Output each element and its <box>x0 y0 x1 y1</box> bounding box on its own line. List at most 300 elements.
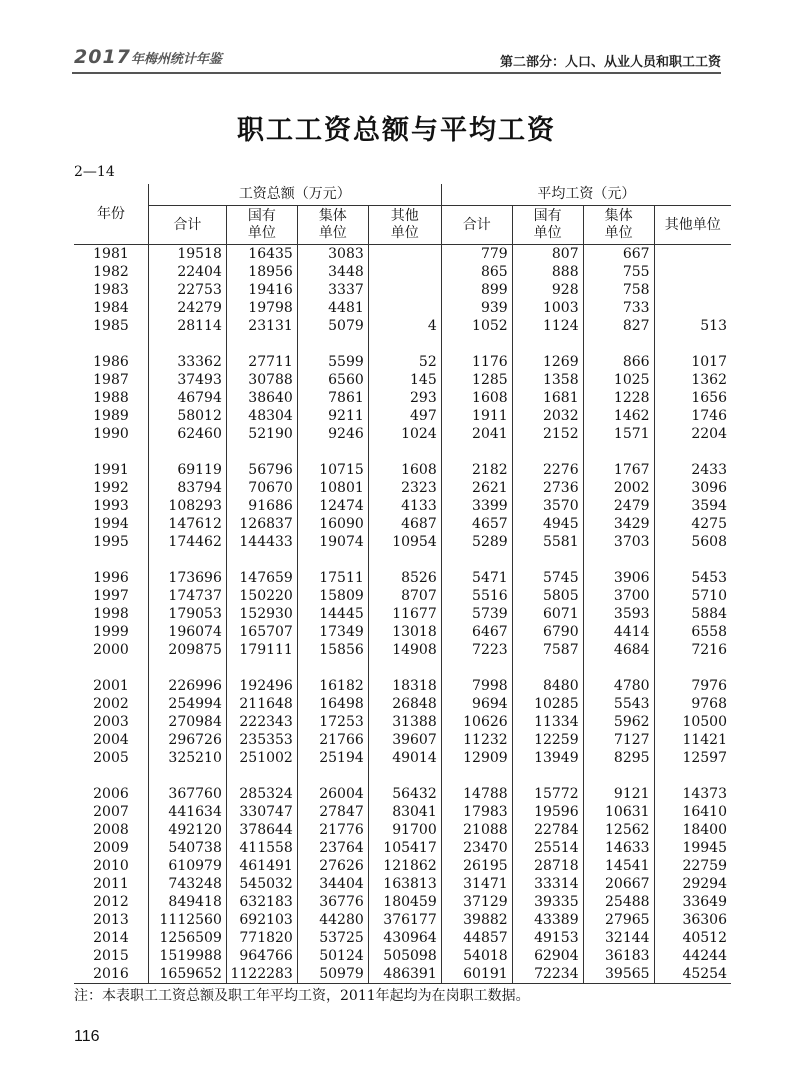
value-cell: 19518 <box>148 245 226 264</box>
value-cell: 23764 <box>297 839 368 857</box>
value-cell: 939 <box>441 299 512 317</box>
value-cell: 174462 <box>148 533 226 551</box>
value-cell: 3448 <box>297 263 368 281</box>
value-cell: 49153 <box>512 929 583 947</box>
value-cell: 1269 <box>512 353 583 371</box>
value-cell: 14633 <box>583 839 654 857</box>
value-cell: 45254 <box>654 965 731 984</box>
value-cell: 1358 <box>512 371 583 389</box>
value-cell: 3399 <box>441 497 512 515</box>
value-cell: 9246 <box>297 425 368 443</box>
value-cell: 38640 <box>226 389 297 407</box>
table-row <box>74 731 731 749</box>
value-cell: 827 <box>583 317 654 335</box>
value-cell: 31471 <box>441 875 512 893</box>
wage-table <box>74 184 731 984</box>
value-cell: 849418 <box>148 893 226 911</box>
value-cell <box>654 281 731 299</box>
year-cell: 2001 <box>74 677 148 695</box>
table-row <box>74 965 731 984</box>
value-cell: 192496 <box>226 677 297 695</box>
value-cell: 22404 <box>148 263 226 281</box>
value-cell: 14908 <box>368 641 441 659</box>
table-body <box>74 245 731 984</box>
year-cell: 1982 <box>74 263 148 281</box>
year-cell: 2010 <box>74 857 148 875</box>
value-cell: 1519988 <box>148 947 226 965</box>
value-cell: 1256509 <box>148 929 226 947</box>
table-row <box>74 857 731 875</box>
value-cell: 17349 <box>297 623 368 641</box>
group-spacer <box>74 551 731 569</box>
value-cell: 807 <box>512 245 583 264</box>
year-cell: 2000 <box>74 641 148 659</box>
value-cell: 145 <box>368 371 441 389</box>
col-header: 国有 单位 <box>512 206 583 245</box>
value-cell: 16182 <box>297 677 368 695</box>
value-cell: 43389 <box>512 911 583 929</box>
year-cell: 2016 <box>74 965 148 984</box>
value-cell: 545032 <box>226 875 297 893</box>
value-cell: 486391 <box>368 965 441 984</box>
value-cell: 209875 <box>148 641 226 659</box>
value-cell: 235353 <box>226 731 297 749</box>
value-cell: 1746 <box>691 408 727 424</box>
year-cell: 1990 <box>74 425 148 443</box>
table-row <box>74 821 731 839</box>
value-cell: 7976 <box>691 678 727 694</box>
table-row <box>74 533 731 551</box>
value-cell: 10631 <box>583 803 654 821</box>
value-cell: 9694 <box>441 695 512 713</box>
value-cell: 48304 <box>226 407 297 425</box>
col-header: 集体 单位 <box>583 206 654 245</box>
value-cell: 733 <box>583 299 654 317</box>
value-cell: 83794 <box>148 479 226 497</box>
value-cell: 10285 <box>512 695 583 713</box>
value-cell: 17983 <box>441 803 512 821</box>
value-cell: 1003 <box>512 299 583 317</box>
value-cell: 24279 <box>148 299 226 317</box>
value-cell: 330747 <box>226 803 297 821</box>
col-header: 国有 单位 <box>226 206 297 245</box>
value-cell: 126837 <box>226 515 297 533</box>
col-header: 其他 单位 <box>368 206 441 245</box>
year-cell: 1996 <box>74 569 148 587</box>
group-spacer <box>74 767 731 785</box>
col-header: 其他单位 <box>654 206 731 245</box>
value-cell: 44857 <box>441 929 512 947</box>
value-cell: 5471 <box>441 569 512 587</box>
value-cell: 72234 <box>512 965 583 984</box>
value-cell: 7861 <box>297 389 368 407</box>
value-cell: 196074 <box>148 623 226 641</box>
value-cell: 2433 <box>691 462 727 478</box>
table-row <box>74 425 731 443</box>
year-cell: 1981 <box>74 245 148 264</box>
value-cell: 56432 <box>368 785 441 803</box>
value-cell: 441634 <box>148 803 226 821</box>
value-cell: 11232 <box>441 731 512 749</box>
value-cell: 39335 <box>512 893 583 911</box>
table-row <box>74 875 731 893</box>
value-cell: 7223 <box>441 641 512 659</box>
year-cell: 2015 <box>74 947 148 965</box>
value-cell: 69119 <box>148 461 226 479</box>
value-cell: 62904 <box>512 947 583 965</box>
value-cell: 1285 <box>441 371 512 389</box>
value-cell: 2182 <box>441 461 512 479</box>
value-cell: 9768 <box>691 696 727 712</box>
value-cell: 91700 <box>368 821 441 839</box>
value-cell: 1681 <box>512 389 583 407</box>
value-cell: 1124 <box>512 317 583 335</box>
value-cell: 2002 <box>583 479 654 497</box>
value-cell: 26004 <box>297 785 368 803</box>
value-cell: 26848 <box>368 695 441 713</box>
value-cell: 10954 <box>368 533 441 551</box>
value-cell <box>654 299 731 317</box>
value-cell: 52 <box>368 353 441 371</box>
value-cell: 27711 <box>226 353 297 371</box>
value-cell: 150220 <box>226 587 297 605</box>
value-cell: 39607 <box>368 731 441 749</box>
value-cell: 13949 <box>512 749 583 767</box>
value-cell: 28114 <box>148 317 226 335</box>
value-cell: 11677 <box>368 605 441 623</box>
value-cell: 743248 <box>148 875 226 893</box>
table-row <box>74 461 731 479</box>
value-cell: 6071 <box>512 605 583 623</box>
value-cell: 1052 <box>441 317 512 335</box>
value-cell: 27965 <box>583 911 654 929</box>
value-cell: 17511 <box>297 569 368 587</box>
value-cell: 8295 <box>583 749 654 767</box>
value-cell: 5079 <box>297 317 368 335</box>
value-cell: 7127 <box>583 731 654 749</box>
table-row <box>74 623 731 641</box>
value-cell: 254994 <box>148 695 226 713</box>
year-cell: 1986 <box>74 353 148 371</box>
value-cell: 5599 <box>297 353 368 371</box>
value-cell: 27626 <box>297 857 368 875</box>
value-cell: 7216 <box>691 642 727 658</box>
value-cell: 40512 <box>682 930 727 946</box>
page-number: 116 <box>74 1028 100 1045</box>
year-header: 年份 <box>74 184 148 245</box>
value-cell: 5739 <box>441 605 512 623</box>
table-row <box>74 389 731 407</box>
value-cell: 44244 <box>682 948 727 964</box>
value-cell: 4481 <box>297 299 368 317</box>
value-cell: 17253 <box>297 713 368 731</box>
value-cell: 2032 <box>512 407 583 425</box>
value-cell: 4414 <box>583 623 654 641</box>
value-cell: 325210 <box>148 749 226 767</box>
value-cell: 376177 <box>368 911 441 929</box>
value-cell: 25488 <box>583 893 654 911</box>
table-row <box>74 749 731 767</box>
value-cell: 865 <box>441 263 512 281</box>
table-row <box>74 407 731 425</box>
value-cell: 1659652 <box>148 965 226 984</box>
value-cell: 1608 <box>441 389 512 407</box>
value-cell: 1462 <box>583 407 654 425</box>
value-cell: 211648 <box>226 695 297 713</box>
table-note: 注：本表职工工资总额及职工年平均工资，2011年起均为在岗职工数据。 <box>74 988 530 1004</box>
value-cell: 2152 <box>512 425 583 443</box>
value-cell: 1024 <box>368 425 441 443</box>
value-cell: 19596 <box>512 803 583 821</box>
group-spacer <box>74 443 731 461</box>
table-row <box>74 947 731 965</box>
value-cell: 411558 <box>226 839 297 857</box>
value-cell: 37129 <box>441 893 512 911</box>
value-cell: 121862 <box>368 857 441 875</box>
value-cell: 13018 <box>368 623 441 641</box>
table-row <box>74 911 731 929</box>
value-cell: 180459 <box>368 893 441 911</box>
value-cell: 18400 <box>682 822 727 838</box>
value-cell: 28718 <box>512 857 583 875</box>
value-cell: 3337 <box>297 281 368 299</box>
value-cell: 5543 <box>583 695 654 713</box>
value-cell: 540738 <box>148 839 226 857</box>
value-cell: 7587 <box>512 641 583 659</box>
year-cell: 1988 <box>74 389 148 407</box>
value-cell: 12597 <box>682 750 727 766</box>
value-cell: 378644 <box>226 821 297 839</box>
value-cell: 771820 <box>226 929 297 947</box>
value-cell: 4133 <box>368 497 441 515</box>
table-row <box>74 263 731 281</box>
group-spacer <box>74 659 731 677</box>
value-cell: 866 <box>583 353 654 371</box>
value-cell: 1112560 <box>148 911 226 929</box>
value-cell: 270984 <box>148 713 226 731</box>
value-cell: 4687 <box>368 515 441 533</box>
value-cell: 8480 <box>512 677 583 695</box>
value-cell: 1025 <box>583 371 654 389</box>
value-cell: 4275 <box>691 516 727 532</box>
value-cell: 296726 <box>148 731 226 749</box>
value-cell: 39882 <box>441 911 512 929</box>
value-cell: 19074 <box>297 533 368 551</box>
value-cell: 147659 <box>226 569 297 587</box>
value-cell: 10715 <box>297 461 368 479</box>
value-cell: 50124 <box>297 947 368 965</box>
value-cell: 5884 <box>691 606 727 622</box>
year-cell: 2004 <box>74 731 148 749</box>
value-cell: 10801 <box>297 479 368 497</box>
year-cell: 2012 <box>74 893 148 911</box>
value-cell: 5581 <box>512 533 583 551</box>
value-cell: 25194 <box>297 749 368 767</box>
value-cell: 83041 <box>368 803 441 821</box>
value-cell: 144433 <box>226 533 297 551</box>
table-row <box>74 353 731 371</box>
value-cell: 52190 <box>226 425 297 443</box>
table-row <box>74 893 731 911</box>
value-cell: 928 <box>512 281 583 299</box>
value-cell: 492120 <box>148 821 226 839</box>
value-cell: 62460 <box>148 425 226 443</box>
value-cell <box>654 263 731 281</box>
year-cell: 2009 <box>74 839 148 857</box>
year-cell: 1989 <box>74 407 148 425</box>
value-cell: 4684 <box>583 641 654 659</box>
value-cell: 3700 <box>583 587 654 605</box>
year-cell: 1987 <box>74 371 148 389</box>
table-row <box>74 299 731 317</box>
value-cell: 3906 <box>583 569 654 587</box>
value-cell: 667 <box>583 245 654 264</box>
value-cell: 1608 <box>368 461 441 479</box>
table-row <box>74 677 731 695</box>
value-cell: 14373 <box>682 786 727 802</box>
year-cell: 1985 <box>74 317 148 335</box>
year-cell: 1998 <box>74 605 148 623</box>
total-wage-header: 工资总额（万元） <box>148 184 441 206</box>
col-header: 集体 单位 <box>297 206 368 245</box>
year-cell: 1999 <box>74 623 148 641</box>
table-row <box>74 605 731 623</box>
value-cell: 3570 <box>512 497 583 515</box>
value-cell: 25514 <box>512 839 583 857</box>
table-row <box>74 839 731 857</box>
value-cell: 31388 <box>368 713 441 731</box>
value-cell: 10626 <box>441 713 512 731</box>
value-cell: 5962 <box>583 713 654 731</box>
value-cell: 2479 <box>583 497 654 515</box>
value-cell: 60191 <box>441 965 512 984</box>
table-row <box>74 713 731 731</box>
value-cell: 105417 <box>368 839 441 857</box>
table-row <box>74 245 731 264</box>
value-cell: 2276 <box>512 461 583 479</box>
value-cell: 5710 <box>691 588 727 604</box>
year-cell: 2005 <box>74 749 148 767</box>
value-cell: 14541 <box>583 857 654 875</box>
value-cell: 22784 <box>512 821 583 839</box>
table-number: 2—14 <box>74 164 115 180</box>
value-cell: 285324 <box>226 785 297 803</box>
value-cell: 91686 <box>226 497 297 515</box>
value-cell: 16498 <box>297 695 368 713</box>
col-header: 合计 <box>148 206 226 245</box>
value-cell: 21088 <box>441 821 512 839</box>
value-cell: 23470 <box>441 839 512 857</box>
value-cell: 152930 <box>226 605 297 623</box>
value-cell: 14445 <box>297 605 368 623</box>
table-row <box>74 515 731 533</box>
value-cell: 33314 <box>512 875 583 893</box>
value-cell: 44280 <box>297 911 368 929</box>
value-cell: 39565 <box>583 965 654 984</box>
value-cell: 513 <box>700 318 727 334</box>
value-cell: 12909 <box>441 749 512 767</box>
value-cell: 36306 <box>682 912 727 928</box>
value-cell: 5516 <box>441 587 512 605</box>
value-cell: 3429 <box>583 515 654 533</box>
value-cell: 222343 <box>226 713 297 731</box>
year-cell: 1997 <box>74 587 148 605</box>
value-cell: 12562 <box>583 821 654 839</box>
value-cell: 4780 <box>583 677 654 695</box>
value-cell: 163813 <box>368 875 441 893</box>
value-cell: 49014 <box>368 749 441 767</box>
year-cell: 2013 <box>74 911 148 929</box>
value-cell <box>368 299 441 317</box>
value-cell: 11334 <box>512 713 583 731</box>
year-cell: 1991 <box>74 461 148 479</box>
value-cell: 1017 <box>691 354 727 370</box>
value-cell: 5453 <box>691 570 727 586</box>
value-cell: 1767 <box>583 461 654 479</box>
value-cell: 5289 <box>441 533 512 551</box>
value-cell: 4657 <box>441 515 512 533</box>
year-cell: 1992 <box>74 479 148 497</box>
value-cell: 22753 <box>148 281 226 299</box>
year-cell: 1993 <box>74 497 148 515</box>
value-cell: 1362 <box>691 372 727 388</box>
value-cell: 16090 <box>297 515 368 533</box>
value-cell: 7998 <box>441 677 512 695</box>
value-cell: 497 <box>368 407 441 425</box>
value-cell: 8526 <box>368 569 441 587</box>
year-cell: 2008 <box>74 821 148 839</box>
value-cell: 147612 <box>148 515 226 533</box>
value-cell: 19416 <box>226 281 297 299</box>
value-cell: 1176 <box>441 353 512 371</box>
value-cell: 173696 <box>148 569 226 587</box>
year-cell: 1984 <box>74 299 148 317</box>
value-cell: 50979 <box>297 965 368 984</box>
year-cell: 1995 <box>74 533 148 551</box>
table-row <box>74 587 731 605</box>
value-cell: 54018 <box>441 947 512 965</box>
year-cell: 2011 <box>74 875 148 893</box>
value-cell: 2736 <box>512 479 583 497</box>
value-cell <box>368 245 441 264</box>
value-cell: 4945 <box>512 515 583 533</box>
value-cell: 226996 <box>148 677 226 695</box>
year-cell: 2007 <box>74 803 148 821</box>
value-cell: 5805 <box>512 587 583 605</box>
value-cell: 430964 <box>368 929 441 947</box>
value-cell: 53725 <box>297 929 368 947</box>
value-cell: 37493 <box>148 371 226 389</box>
value-cell: 26195 <box>441 857 512 875</box>
value-cell: 610979 <box>148 857 226 875</box>
value-cell: 36183 <box>583 947 654 965</box>
value-cell: 12474 <box>297 497 368 515</box>
value-cell: 3594 <box>691 498 727 514</box>
value-cell: 23131 <box>226 317 297 335</box>
value-cell: 19945 <box>682 840 727 856</box>
value-cell: 30788 <box>226 371 297 389</box>
value-cell: 2204 <box>691 426 727 442</box>
value-cell: 4 <box>368 317 441 335</box>
value-cell: 8707 <box>368 587 441 605</box>
value-cell: 6790 <box>512 623 583 641</box>
value-cell: 505098 <box>368 947 441 965</box>
value-cell: 293 <box>368 389 441 407</box>
table-row <box>74 371 731 389</box>
value-cell: 6467 <box>441 623 512 641</box>
value-cell: 888 <box>512 263 583 281</box>
value-cell: 15856 <box>297 641 368 659</box>
